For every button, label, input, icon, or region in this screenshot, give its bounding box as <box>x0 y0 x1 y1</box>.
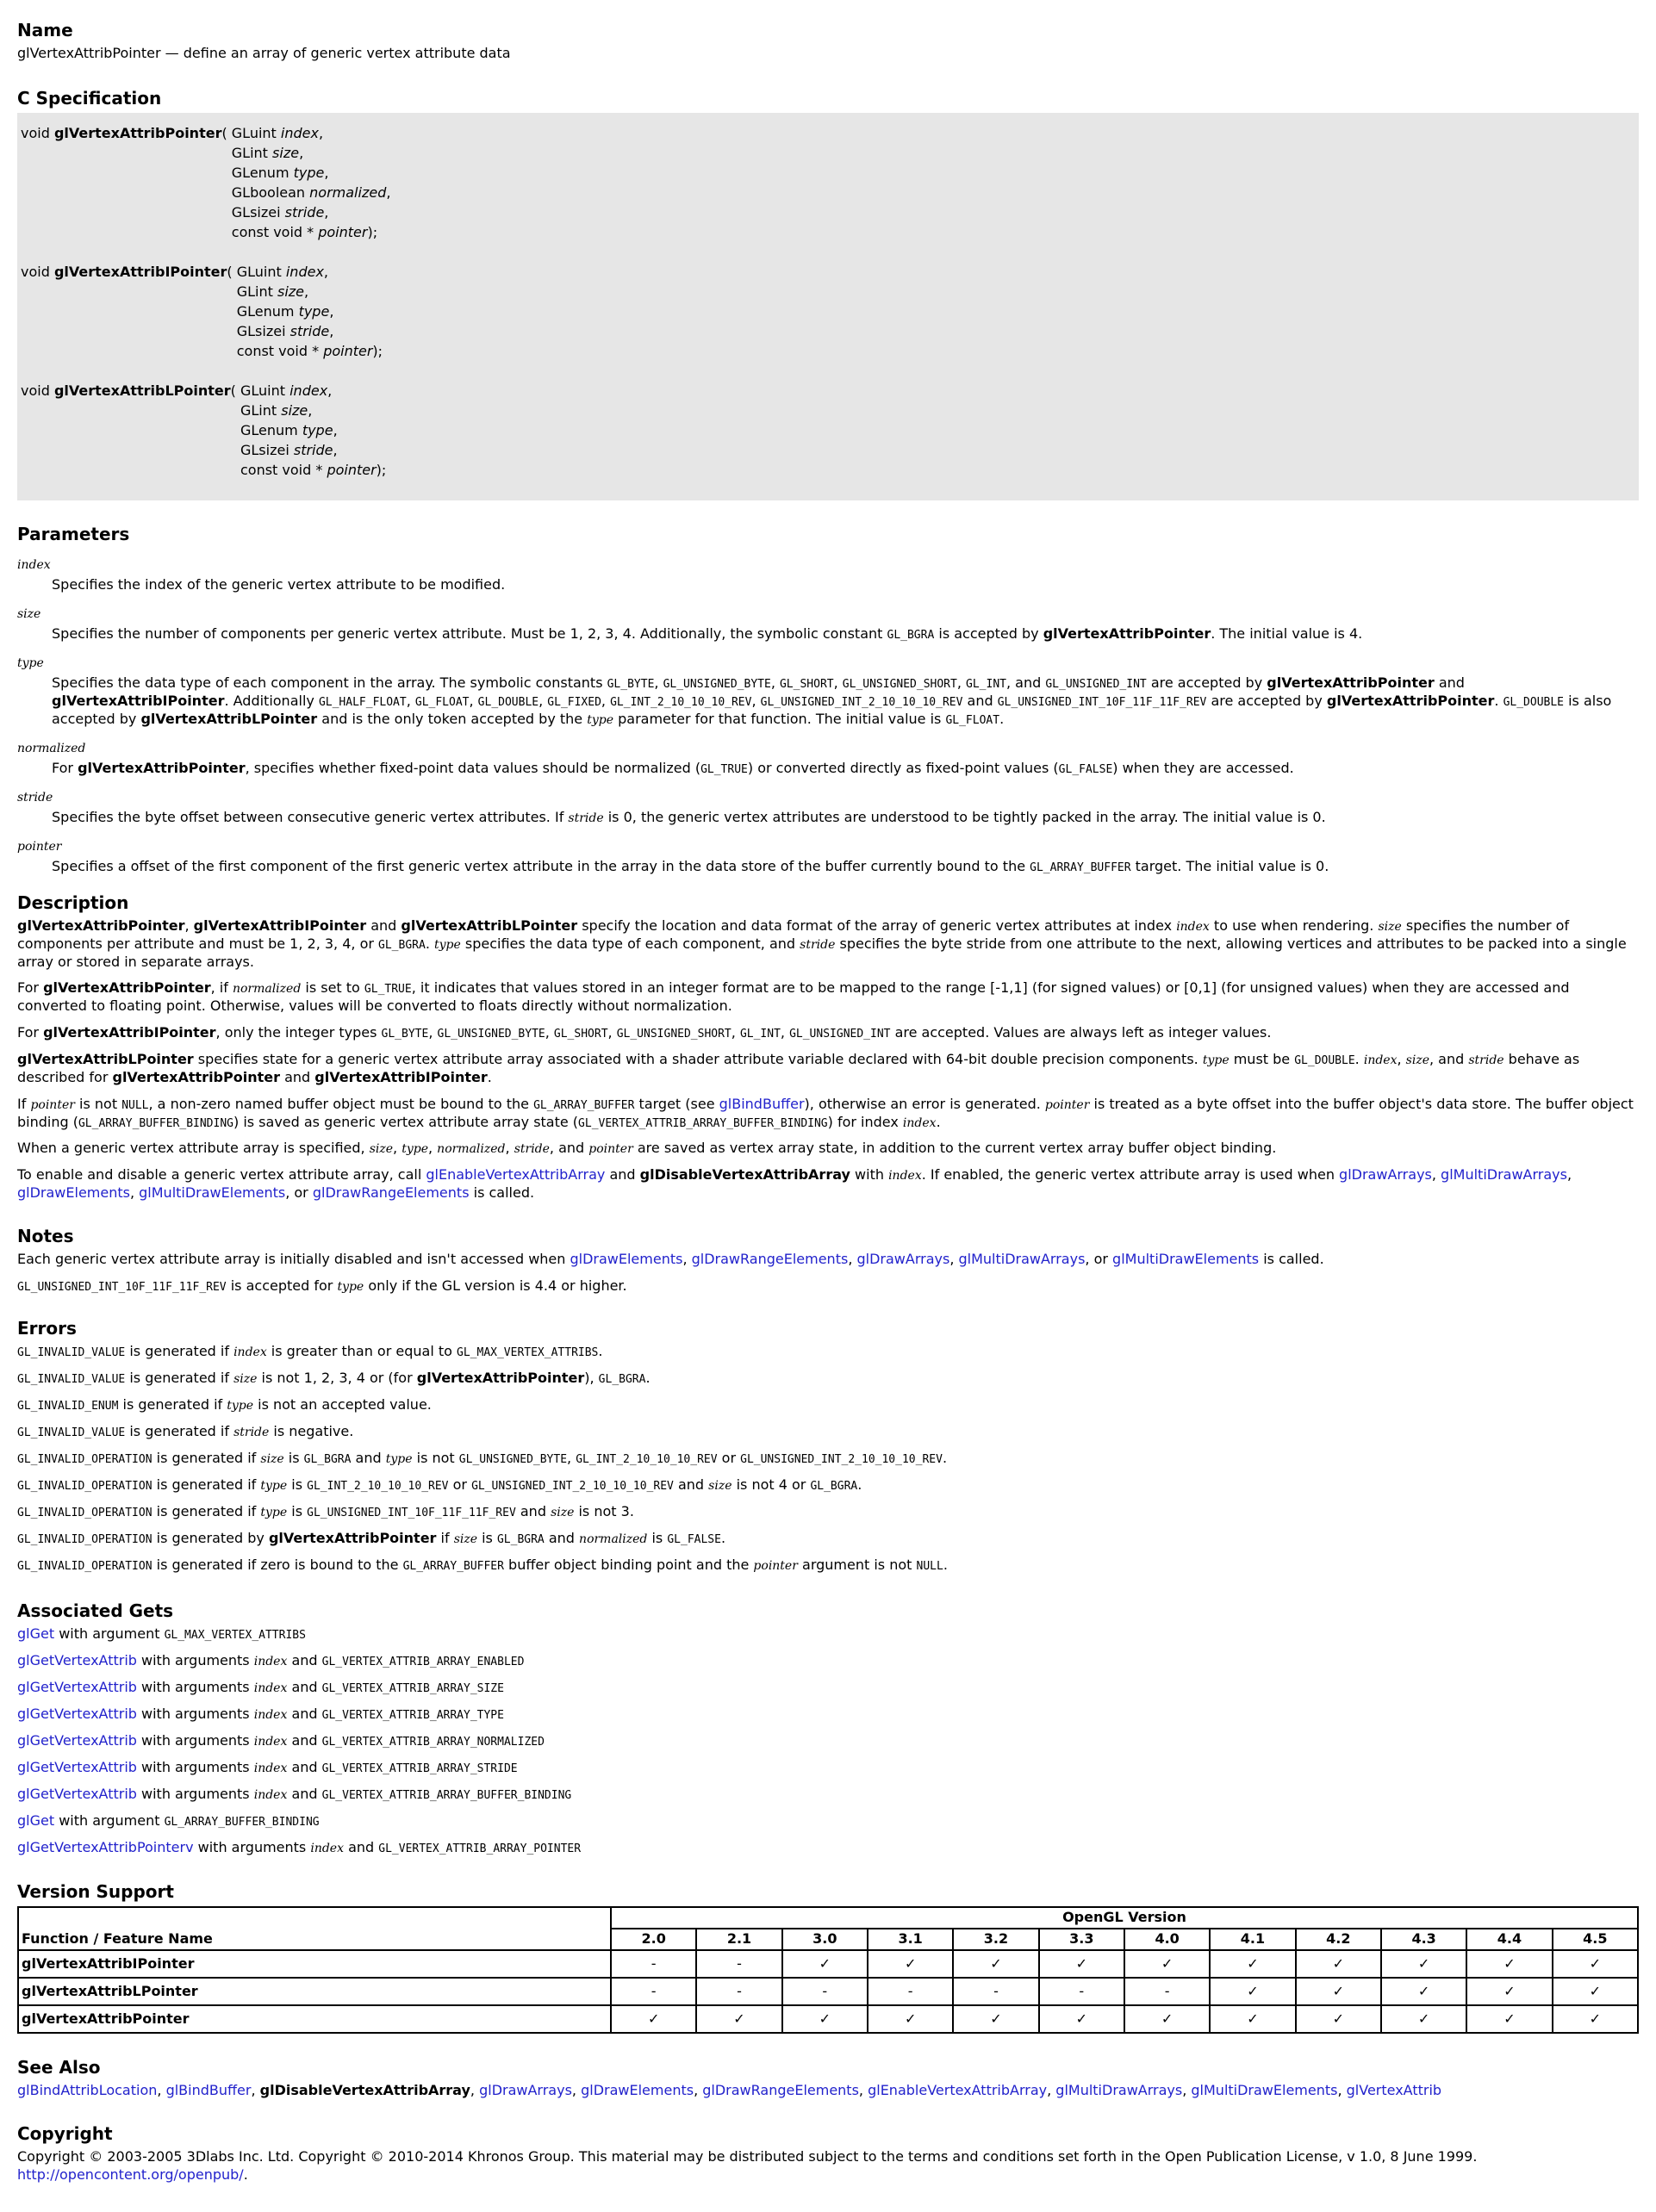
param-term-size: size <box>17 606 41 621</box>
get-function-link[interactable]: glGetVertexAttrib <box>17 1732 137 1749</box>
get-function-link[interactable]: glGet <box>17 1812 55 1830</box>
version-support-heading: Version Support <box>17 1881 174 1903</box>
parameters-heading: Parameters <box>17 523 130 544</box>
associated-get-item: glGetVertexAttribPointerv with arguments index and GL_VERTEX_ATTRIB_ARRAY_POINTER <box>17 1839 582 1856</box>
name-heading: Name <box>17 20 73 40</box>
link-glenablevertexattribarray[interactable]: glEnableVertexAttribArray <box>426 1166 606 1184</box>
version-cell: ✓ <box>1466 2005 1552 2033</box>
link-glmultidrawarrays-notes[interactable]: glMultiDrawArrays <box>958 1250 1086 1267</box>
version-cell: ✓ <box>1466 1950 1552 1978</box>
associated-get-item: glGet with argument GL_MAX_VERTEX_ATTRIBS <box>17 1625 306 1643</box>
desc-para-4: glVertexAttribLPointer specifies state for a generic vertex attribute array associated with a shader attribute variable declared with 64-bit double precision components. type must be GL_DOUBLE. index, size, and stride behave as described for glVertexAttribPointer and glVertexAttribIPointer. <box>17 1050 1580 1085</box>
desc-para-3: For glVertexAttribIPointer, only the integer types GL_BYTE, GL_UNSIGNED_BYTE, GL_SHORT, GL_UNSIGNED_SHORT, GL_INT, GL_UNSIGNED_INT are accepted. Values are always left as integer values. <box>17 1024 1272 1041</box>
prototype-arg: const void * pointer); <box>240 461 387 478</box>
get-function-link[interactable]: glGetVertexAttrib <box>17 1679 137 1696</box>
prototype-arg: GLuint index, <box>236 263 329 280</box>
version-cell: ✓ <box>1124 2005 1210 2033</box>
associated-gets-list <box>17 1625 1639 1858</box>
openpub-link[interactable]: http://opencontent.org/openpub/ <box>17 2165 244 2183</box>
param-term-stride: stride <box>17 790 53 805</box>
prototype-arg: GLint size, <box>231 144 304 161</box>
function-column-header: Function / Feature Name <box>18 1929 611 1950</box>
param-desc-size: Specifies the number of components per generic vertex attribute. Must be 1, 2, 3, 4. Additionally, the symbolic constant GL_BGRA is accepted by glVertexAttribPointer. The initial value is 4. <box>52 624 1363 642</box>
return-type: void <box>21 263 54 280</box>
version-cell: ✓ <box>1553 1950 1638 1978</box>
version-cell: ✓ <box>1210 1950 1295 1978</box>
version-cell: - <box>953 1978 1038 2005</box>
version-cell: ✓ <box>1553 2005 1638 2033</box>
param-term-normalized: normalized <box>17 741 86 755</box>
error-item: GL_INVALID_VALUE is generated if size is not 1, 2, 3, 4 or (for glVertexAttribPointer), GL_BGRA. <box>17 1370 651 1387</box>
error-item: GL_INVALID_OPERATION is generated if type is GL_INT_2_10_10_10_REV or GL_UNSIGNED_INT_2_10_10_10_REV and size is not 4 or GL_BGRA. <box>17 1476 862 1494</box>
name-section <box>17 19 1639 63</box>
version-cell: ✓ <box>1210 2005 1295 2033</box>
version-row-function: glVertexAttribPointer <box>18 2005 611 2033</box>
version-column-header: 4.3 <box>1381 1929 1466 1950</box>
opengl-version-header: OpenGL Version <box>611 1907 1638 1929</box>
version-cell: ✓ <box>611 2005 696 2033</box>
desc-para-7: To enable and disable a generic vertex attribute array, call glEnableVertexAttribArray and glDisableVertexAttribArray with index. If enabled, the generic vertex attribute array is used when glDrawArrays, glMultiDrawArrays, glDrawElements, glMultiDrawElements, or glDrawRangeElements is called. <box>17 1166 1572 1201</box>
link-glmultidrawarrays[interactable]: glMultiDrawArrays <box>1441 1166 1567 1184</box>
name-text: glVertexAttribPointer — define an array of generic vertex attribute data <box>17 45 511 61</box>
version-cell: ✓ <box>868 1950 953 1978</box>
see-also-link[interactable]: glMultiDrawArrays <box>1055 2082 1183 2099</box>
see-also-link[interactable]: glMultiDrawElements <box>1191 2082 1338 2099</box>
version-column-header: 4.5 <box>1553 1929 1638 1950</box>
error-item: GL_INVALID_ENUM is generated if type is not an accepted value. <box>17 1396 432 1414</box>
version-cell: ✓ <box>1381 2005 1466 2033</box>
version-cell: ✓ <box>1296 2005 1381 2033</box>
see-also-link[interactable]: glBindAttribLocation <box>17 2082 158 2099</box>
version-cell: - <box>611 1978 696 2005</box>
prototype-arg: GLuint index, <box>231 124 324 141</box>
see-also-link[interactable]: glEnableVertexAttribArray <box>868 2082 1048 2099</box>
version-column-header: 2.1 <box>696 1929 781 1950</box>
version-cell: ✓ <box>1466 1978 1552 2005</box>
return-type: void <box>21 382 54 399</box>
version-cell: ✓ <box>1381 1978 1466 2005</box>
param-desc-pointer: Specifies a offset of the first component of the first generic vertex attribute in the array in the data store of the buffer currently bound to the GL_ARRAY_BUFFER target. The initial value is 0. <box>52 857 1329 874</box>
associated-get-item: glGetVertexAttrib with arguments index and GL_VERTEX_ATTRIB_ARRAY_BUFFER_BINDING <box>17 1786 572 1803</box>
error-item: GL_INVALID_OPERATION is generated by glVertexAttribPointer if size is GL_BGRA and normalized is GL_FALSE. <box>17 1530 726 1547</box>
cspec-heading: C Specification <box>17 87 162 109</box>
associated-get-item: glGetVertexAttrib with arguments index and GL_VERTEX_ATTRIB_ARRAY_STRIDE <box>17 1759 518 1776</box>
param-desc-normalized: For glVertexAttribPointer, specifies whether fixed-point data values should be normalized (GL_TRUE) or converted directly as fixed-point values (GL_FALSE) when they are accessed. <box>52 759 1294 776</box>
error-item: GL_INVALID_VALUE is generated if index is greater than or equal to GL_MAX_VERTEX_ATTRIBS. <box>17 1343 603 1360</box>
notes-heading: Notes <box>17 1225 74 1246</box>
notes-para-2: GL_UNSIGNED_INT_10F_11F_11F_REV is accepted for type only if the GL version is 4.4 or higher. <box>17 1277 627 1294</box>
get-function-link[interactable]: glGetVertexAttrib <box>17 1706 137 1723</box>
prototype-arg: GLint size, <box>240 401 313 419</box>
version-cell: ✓ <box>782 2005 868 2033</box>
prototype-arg: GLsizei stride, <box>231 203 329 221</box>
version-cell: - <box>1124 1978 1210 2005</box>
prototype-arg: GLsizei stride, <box>236 322 334 339</box>
associated-get-item: glGetVertexAttrib with arguments index and GL_VERTEX_ATTRIB_ARRAY_TYPE <box>17 1706 504 1723</box>
param-term-type: type <box>17 656 44 670</box>
link-glmultidrawelements-notes[interactable]: glMultiDrawElements <box>1112 1250 1260 1267</box>
version-cell: ✓ <box>953 1950 1038 1978</box>
error-item: GL_INVALID_OPERATION is generated if type is GL_UNSIGNED_INT_10F_11F_11F_REV and size is not 3. <box>17 1503 634 1520</box>
see-also-heading: See Also <box>17 2057 101 2078</box>
version-cell: ✓ <box>782 1950 868 1978</box>
version-cell: ✓ <box>1553 1978 1638 2005</box>
link-glbindbuffer[interactable]: glBindBuffer <box>719 1095 805 1112</box>
errors-section <box>17 1317 1639 1575</box>
version-row <box>18 1950 1638 1978</box>
link-glmultidrawelements[interactable]: glMultiDrawElements <box>139 1184 286 1201</box>
description-section <box>17 892 1639 1202</box>
errors-heading: Errors <box>17 1318 77 1339</box>
version-cell: ✓ <box>953 2005 1038 2033</box>
prototype-arg: const void * pointer); <box>236 342 383 359</box>
prototype-arg: GLint size, <box>236 283 309 300</box>
version-row-function: glVertexAttribLPointer <box>18 1978 611 2005</box>
version-cell: ✓ <box>1296 1978 1381 2005</box>
version-cell: ✓ <box>1381 1950 1466 1978</box>
version-cell: ✓ <box>696 2005 781 2033</box>
param-desc-index: Specifies the index of the generic vertex attribute to be modified. <box>52 575 506 593</box>
version-column-header: 4.0 <box>1124 1929 1210 1950</box>
return-type: void <box>21 124 54 141</box>
see-also-section <box>17 2056 1639 2100</box>
description-heading: Description <box>17 892 129 913</box>
prototype: void glVertexAttribIPointer( GLuint index, GLint size, GLenum type, GLsizei stride, const void * pointer); <box>21 263 383 359</box>
version-support-section <box>17 1880 1639 2034</box>
version-cell: ✓ <box>1296 1950 1381 1978</box>
version-cell: - <box>1039 1978 1124 2005</box>
param-desc-type: Specifies the data type of each component in the array. The symbolic constants GL_BYTE, GL_UNSIGNED_BYTE, GL_SHORT, GL_UNSIGNED_SHORT, GL_INT, and GL_UNSIGNED_INT are accepted by glVertexAttribPointer and glVertexAttribIPointer. Additionally GL_HALF_FLOAT, GL_FLOAT, GL_DOUBLE, GL_FIXED, GL_INT_2_10_10_10_REV, GL_UNSIGNED_INT_2_10_10_10_REV and GL_UNSIGNED_INT_10F_11F_11F_REV are accepted by glVertexAttribPointer. GL_DOUBLE is also accepted by glVertexAttribLPointer and is the only token accepted by the type parameter for that function. The initial value is GL_FLOAT. <box>52 674 1612 727</box>
prototype-arg: GLboolean normalized, <box>231 183 391 201</box>
version-cell: - <box>611 1950 696 1978</box>
version-column-header: 3.3 <box>1039 1929 1124 1950</box>
parameters-section <box>17 523 1639 876</box>
prototype-arg: GLuint index, <box>240 382 333 399</box>
copyright-text: Copyright © 2003-2005 3Dlabs Inc. Ltd. Copyright © 2010-2014 Khronos Group. This material may be distributed subject to the terms and conditions set forth in the Open Publication License, v 1.0, 8 June 1999. http://opencontent.org/openpub/. <box>17 2147 1478 2183</box>
desc-para-1: glVertexAttribPointer, glVertexAttribIPointer and glVertexAttribLPointer specify the location and data format of the array of generic vertex attributes at index index to use when rendering. size specifies the number of components per attribute and must be 1, 2, 3, 4, or GL_BGRA. type specifies the data type of each component, and stride specifies the byte stride from one attribute to the next, allowing vertices and attributes to be packed into a single array or stored in separate arrays. <box>17 916 1627 970</box>
see-also-link[interactable]: glVertexAttrib <box>1346 2082 1442 2099</box>
see-also-link[interactable]: glDrawArrays <box>479 2082 572 2099</box>
copyright-section <box>17 2122 1639 2184</box>
associated-get-item: glGetVertexAttrib with arguments index and GL_VERTEX_ATTRIB_ARRAY_SIZE <box>17 1679 504 1696</box>
version-column-header: 3.1 <box>868 1929 953 1950</box>
version-column-header: 3.2 <box>953 1929 1038 1950</box>
prototype-arg: GLenum type, <box>236 302 334 320</box>
prototype-arg: const void * pointer); <box>231 223 378 240</box>
error-item: GL_INVALID_OPERATION is generated if size is GL_BGRA and type is not GL_UNSIGNED_BYTE, GL_INT_2_10_10_10_REV or GL_UNSIGNED_INT_2_10_10_10_REV. <box>17 1450 948 1467</box>
version-row-function: glVertexAttribIPointer <box>18 1950 611 1978</box>
version-cell: - <box>696 1978 781 2005</box>
see-also-link[interactable]: glDrawRangeElements <box>702 2082 859 2099</box>
see-also-list: glBindAttribLocation, glBindBuffer, glDisableVertexAttribArray, glDrawArrays, glDrawElements, glDrawRangeElements, glEnableVertexAttribArray, glMultiDrawArrays, glMultiDrawElements, glVertexAttrib <box>17 2082 1442 2099</box>
version-cell: - <box>782 1978 868 2005</box>
prototype: void glVertexAttribLPointer( GLuint index, GLint size, GLenum type, GLsizei stride, const void * pointer); <box>21 382 387 478</box>
param-desc-stride: Specifies the byte offset between consecutive generic vertex attributes. If stride is 0, the generic vertex attributes are understood to be tightly packed in the array. The initial value is 0. <box>52 808 1326 825</box>
link-gldrawelements-notes[interactable]: glDrawElements <box>570 1250 683 1267</box>
version-column-header: 2.0 <box>611 1929 696 1950</box>
notes-para-1: Each generic vertex attribute array is initially disabled and isn't accessed when glDrawElements, glDrawRangeElements, glDrawArrays, glMultiDrawArrays, or glMultiDrawElements is called. <box>17 1250 1324 1267</box>
link-gldrawarrays-notes[interactable]: glDrawArrays <box>856 1250 950 1267</box>
version-column-header: 4.4 <box>1466 1929 1552 1950</box>
see-also-link[interactable]: glBindBuffer <box>165 2082 252 2099</box>
version-column-header: 4.2 <box>1296 1929 1381 1950</box>
version-row <box>18 2005 1638 2033</box>
version-cell: ✓ <box>1124 1950 1210 1978</box>
function-name: glVertexAttribPointer <box>53 124 222 141</box>
see-also-item: glDisableVertexAttribArray <box>259 2082 470 2099</box>
cspec-section <box>17 87 1639 500</box>
version-support-table <box>17 1906 1639 2034</box>
cspec-box <box>17 113 1639 500</box>
version-row <box>18 1978 1638 2005</box>
associated-gets-section <box>17 1600 1639 1858</box>
prototype-arg: GLenum type, <box>240 421 338 438</box>
function-name: glVertexAttribLPointer <box>53 382 231 399</box>
get-function-link[interactable]: glGetVertexAttrib <box>17 1652 137 1669</box>
link-gldrawrangeelements[interactable]: glDrawRangeElements <box>312 1184 470 1201</box>
version-cell: ✓ <box>1210 1978 1295 2005</box>
version-cell: ✓ <box>868 2005 953 2033</box>
param-term-index: index <box>17 557 51 572</box>
see-also-link[interactable]: glDrawElements <box>581 2082 694 2099</box>
notes-section <box>17 1225 1639 1296</box>
version-cell: - <box>696 1950 781 1978</box>
function-name: glVertexAttribIPointer <box>53 263 227 280</box>
param-term-pointer: pointer <box>17 839 62 854</box>
associated-gets-heading: Associated Gets <box>17 1600 174 1622</box>
prototype-arg: GLsizei stride, <box>240 441 338 458</box>
associated-get-item: glGet with argument GL_ARRAY_BUFFER_BINDING <box>17 1812 320 1830</box>
version-column-header: 4.1 <box>1210 1929 1295 1950</box>
version-cell: ✓ <box>1039 2005 1124 2033</box>
version-cell: ✓ <box>1039 1950 1124 1978</box>
version-cell: - <box>868 1978 953 2005</box>
error-item: GL_INVALID_OPERATION is generated if zero is bound to the GL_ARRAY_BUFFER buffer object binding point and the pointer argument is not NULL. <box>17 1556 948 1574</box>
link-gldrawelements[interactable]: glDrawElements <box>17 1184 130 1201</box>
get-function-link[interactable]: glGet <box>17 1625 55 1643</box>
desc-para-6: When a generic vertex attribute array is specified, size, type, normalized, stride, and pointer are saved as vertex array state, in addition to the current vertex array buffer object binding. <box>17 1140 1277 1157</box>
version-column-header: 3.0 <box>782 1929 868 1950</box>
get-function-link[interactable]: glGetVertexAttrib <box>17 1786 137 1803</box>
desc-para-5: If pointer is not NULL, a non-zero named buffer object must be bound to the GL_ARRAY_BUFFER target (see glBindBuffer), otherwise an error is generated. pointer is treated as a byte offset into the buffer object's data store. The buffer object binding (GL_ARRAY_BUFFER_BINDING) is saved as generic vertex attribute array state (GL_VERTEX_ATTRIB_ARRAY_BUFFER_BINDING) for index index. <box>17 1095 1634 1130</box>
prototype: void glVertexAttribPointer( GLuint index, GLint size, GLenum type, GLboolean normalized, GLsizei stride, const void * pointer); <box>21 124 391 240</box>
copyright-heading: Copyright <box>17 2122 113 2144</box>
get-function-link[interactable]: glGetVertexAttribPointerv <box>17 1839 194 1856</box>
get-function-link[interactable]: glGetVertexAttrib <box>17 1759 137 1776</box>
associated-get-item: glGetVertexAttrib with arguments index and GL_VERTEX_ATTRIB_ARRAY_ENABLED <box>17 1652 525 1669</box>
error-item: GL_INVALID_VALUE is generated if stride is negative. <box>17 1423 354 1440</box>
link-gldrawrangeelements-notes[interactable]: glDrawRangeElements <box>691 1250 849 1267</box>
prototype-arg: GLenum type, <box>231 164 329 181</box>
link-gldrawarrays[interactable]: glDrawArrays <box>1339 1166 1432 1184</box>
desc-para-2: For glVertexAttribPointer, if normalized is set to GL_TRUE, it indicates that values stored in an integer format are to be mapped to the range [-1,1] (for signed values) or [0,1] (for unsigned values) when they are accessed and converted to floating point. Otherwise, values will be converted to floats directly without normalization. <box>17 979 1570 1015</box>
associated-get-item: glGetVertexAttrib with arguments index and GL_VERTEX_ATTRIB_ARRAY_NORMALIZED <box>17 1732 545 1749</box>
